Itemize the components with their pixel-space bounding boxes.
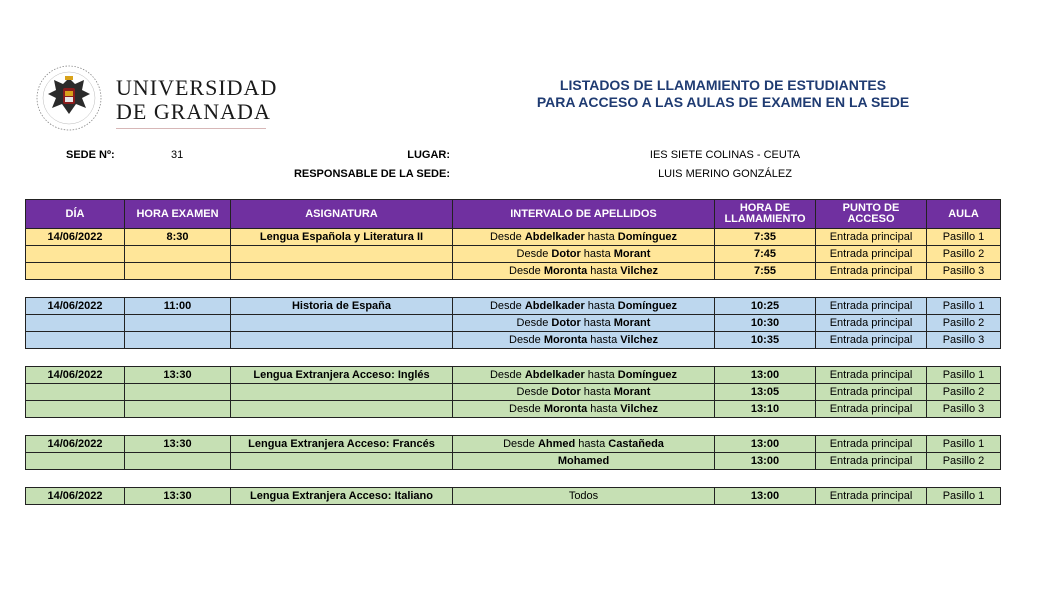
cell-aula: Pasillo 2 xyxy=(927,315,1001,332)
header-punto-acceso: PUNTO DE ACCESO xyxy=(816,200,927,229)
cell-acceso: Entrada principal xyxy=(816,315,927,332)
cell-asignatura: Lengua Extranjera Acceso: Inglés xyxy=(231,367,453,384)
cell-intervalo: Desde Abdelkader hasta Domínguez xyxy=(453,298,715,315)
table-row xyxy=(26,332,1001,349)
cell-intervalo: Desde Abdelkader hasta Domínguez xyxy=(453,229,715,246)
cell-llamamiento: 7:55 xyxy=(715,263,816,280)
group-spacer xyxy=(26,349,1001,367)
cell-aula: Pasillo 2 xyxy=(927,453,1001,470)
cell-intervalo: Desde Dotor hasta Morant xyxy=(453,246,715,263)
cell-acceso: Entrada principal xyxy=(816,384,927,401)
cell-aula: Pasillo 1 xyxy=(927,436,1001,453)
table-row xyxy=(26,367,1001,384)
cell-asignatura: Lengua Extranjera Acceso: Francés xyxy=(231,436,453,453)
table-row xyxy=(26,263,1001,280)
cell-acceso: Entrada principal xyxy=(816,488,927,505)
cell-aula: Pasillo 3 xyxy=(927,263,1001,280)
cell-llamamiento: 13:10 xyxy=(715,401,816,418)
cell-llamamiento: 10:35 xyxy=(715,332,816,349)
group-spacer xyxy=(26,280,1001,298)
table-row xyxy=(26,298,1001,315)
document-title-line1: LISTADOS DE LLAMAMIENTO DE ESTUDIANTES xyxy=(559,77,887,93)
table-row xyxy=(26,436,1001,453)
cell-asignatura: Historia de España xyxy=(231,298,453,315)
group-spacer xyxy=(26,470,1001,488)
cell-intervalo: Desde Moronta hasta Vilchez xyxy=(453,401,715,418)
cell-asignatura: Lengua Extranjera Acceso: Italiano xyxy=(231,488,453,505)
table-header-row xyxy=(26,200,1001,229)
cell-acceso: Entrada principal xyxy=(816,453,927,470)
cell-acceso: Entrada principal xyxy=(816,298,927,315)
cell-aula: Pasillo 3 xyxy=(927,401,1001,418)
cell-llamamiento: 13:00 xyxy=(715,488,816,505)
responsable-label: RESPONSABLE DE LA SEDE: xyxy=(293,168,450,180)
cell-llamamiento: 10:25 xyxy=(715,298,816,315)
cell-intervalo: Mohamed xyxy=(453,453,715,470)
university-name xyxy=(116,76,277,124)
cell-dia: 14/06/2022 xyxy=(26,488,125,505)
group-spacer xyxy=(26,418,1001,436)
table-row xyxy=(26,315,1001,332)
header-dia: DÍA xyxy=(26,200,125,229)
cell-acceso: Entrada principal xyxy=(816,367,927,384)
header-hora-examen: HORA EXAMEN xyxy=(125,200,231,229)
cell-intervalo: Desde Dotor hasta Morant xyxy=(453,384,715,401)
table-row xyxy=(26,246,1001,263)
table-row xyxy=(26,384,1001,401)
cell-aula: Pasillo 1 xyxy=(927,367,1001,384)
responsable-value: LUIS MERINO GONZÁLEZ xyxy=(658,168,792,180)
cell-hora: 8:30 xyxy=(125,229,231,246)
cell-dia: 14/06/2022 xyxy=(26,436,125,453)
table-row xyxy=(26,453,1001,470)
lugar-value: IES SIETE COLINAS - CEUTA xyxy=(649,149,801,161)
table-row xyxy=(26,488,1001,505)
lugar-label: LUGAR: xyxy=(407,149,450,161)
cell-acceso: Entrada principal xyxy=(816,401,927,418)
cell-aula: Pasillo 2 xyxy=(927,246,1001,263)
header-aula: AULA xyxy=(927,200,1001,229)
university-seal-icon xyxy=(32,64,106,132)
cell-acceso: Entrada principal xyxy=(816,246,927,263)
header-asignatura: ASIGNATURA xyxy=(231,200,453,229)
cell-intervalo: Desde Dotor hasta Morant xyxy=(453,315,715,332)
cell-intervalo: Desde Abdelkader hasta Domínguez xyxy=(453,367,715,384)
header-intervalo: INTERVALO DE APELLIDOS xyxy=(453,200,715,229)
cell-acceso: Entrada principal xyxy=(816,332,927,349)
cell-aula: Pasillo 2 xyxy=(927,384,1001,401)
cell-llamamiento: 7:35 xyxy=(715,229,816,246)
cell-llamamiento: 13:00 xyxy=(715,367,816,384)
sede-label: SEDE Nº: xyxy=(66,149,115,161)
cell-llamamiento: 13:00 xyxy=(715,436,816,453)
cell-intervalo: Desde Moronta hasta Vilchez xyxy=(453,332,715,349)
cell-asignatura: Lengua Española y Literatura II xyxy=(231,229,453,246)
cell-aula: Pasillo 1 xyxy=(927,229,1001,246)
cell-llamamiento: 10:30 xyxy=(715,315,816,332)
cell-hora: 13:30 xyxy=(125,488,231,505)
cell-acceso: Entrada principal xyxy=(816,229,927,246)
document-title-line2: PARA ACCESO A LAS AULAS DE EXAMEN EN LA SEDE xyxy=(536,94,910,110)
cell-acceso: Entrada principal xyxy=(816,263,927,280)
cell-acceso: Entrada principal xyxy=(816,436,927,453)
cell-llamamiento: 13:05 xyxy=(715,384,816,401)
cell-dia: 14/06/2022 xyxy=(26,367,125,384)
cell-llamamiento: 13:00 xyxy=(715,453,816,470)
cell-intervalo: Todos xyxy=(453,488,715,505)
table-row xyxy=(26,229,1001,246)
cell-aula: Pasillo 1 xyxy=(927,488,1001,505)
cell-hora: 13:30 xyxy=(125,436,231,453)
cell-dia: 14/06/2022 xyxy=(26,298,125,315)
cell-intervalo: Desde Moronta hasta Vilchez xyxy=(453,263,715,280)
header-hora-llamamiento: HORA DE LLAMAMIENTO xyxy=(715,200,816,229)
logo-divider xyxy=(116,128,266,129)
cell-dia: 14/06/2022 xyxy=(26,229,125,246)
cell-hora: 11:00 xyxy=(125,298,231,315)
document-title xyxy=(500,77,946,111)
table-row xyxy=(26,401,1001,418)
sede-value: 31 xyxy=(171,149,184,161)
cell-llamamiento: 7:45 xyxy=(715,246,816,263)
cell-aula: Pasillo 3 xyxy=(927,332,1001,349)
cell-hora: 13:30 xyxy=(125,367,231,384)
university-name-line2: DE GRANADA xyxy=(116,99,271,124)
cell-aula: Pasillo 1 xyxy=(927,298,1001,315)
cell-intervalo: Desde Ahmed hasta Castañeda xyxy=(453,436,715,453)
university-name-line1: UNIVERSIDAD xyxy=(116,75,278,100)
schedule-table xyxy=(25,199,1001,505)
